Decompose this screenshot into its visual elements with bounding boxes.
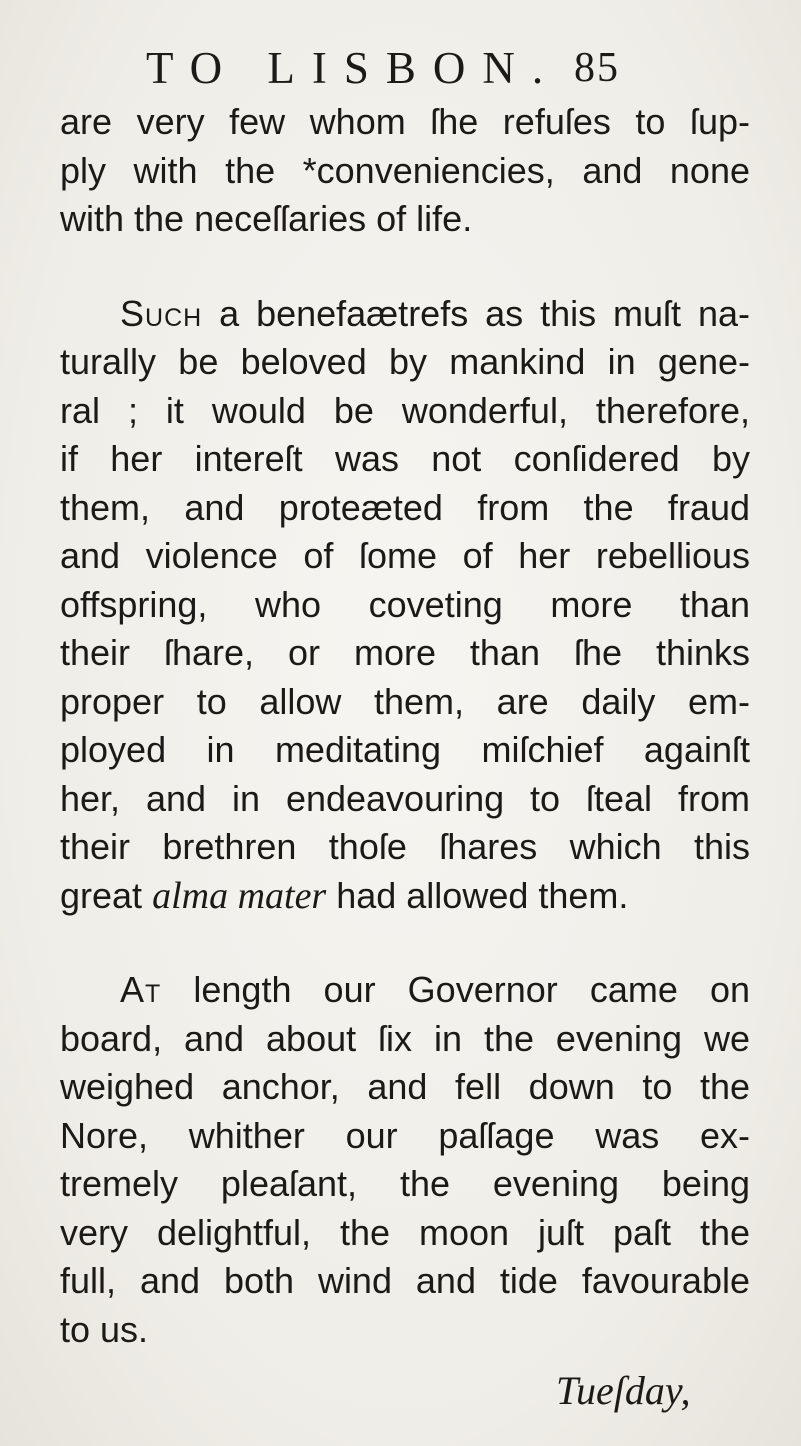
text-line-suffix: had allowed them. (326, 874, 629, 916)
text-line: them, and proteæted from the fraud (60, 486, 750, 528)
paragraph-gap (60, 244, 750, 290)
text-line: Nore, whither our paſſage was ex- (60, 1114, 750, 1156)
paragraph-3 (60, 966, 750, 1354)
text-line: ral ; it would be wonderful, therefore, (60, 389, 750, 431)
italic-phrase: alma mater (152, 874, 327, 917)
text-line (60, 290, 750, 339)
text-line: proper to allow them, are daily em- (60, 680, 750, 722)
paragraph-lead-word: At (120, 969, 162, 1010)
page-header (146, 38, 646, 98)
text-line: to us. (60, 1308, 149, 1350)
text-line: if her intereſt was not conſidered by (60, 438, 750, 479)
text-line (60, 872, 750, 921)
text-line: weighed anchor, and fell down to the (60, 1066, 750, 1107)
text-line (60, 966, 750, 1015)
text-line: their ſhare, or more than ſhe thinks (60, 632, 750, 673)
paragraph-2 (60, 290, 750, 921)
text-line: board, and about ſix in the evening we (60, 1017, 750, 1059)
text-line: very delightful, the moon juſt paſt the (60, 1211, 750, 1253)
text-line: tremely pleaſant, the evening being (60, 1163, 750, 1204)
page-number: 85 (574, 45, 620, 91)
text-line-content: length our Governor came on (161, 969, 750, 1010)
text-line: full, and both wind and tide favourable (60, 1260, 750, 1301)
text-line: their brethren thoſe ſhares which this (60, 826, 750, 867)
text-line: ply with the *conveniencies, and none (60, 149, 750, 191)
paragraph-lead-word: Such (120, 292, 203, 334)
catchword: Tueſday, (556, 1368, 691, 1413)
text-line: her, and in endeavouring to ſteal from (60, 777, 750, 819)
text-line: and violence of ſome of her rebellious (60, 535, 750, 576)
text-line-prefix: great (60, 874, 153, 916)
body-text (60, 98, 750, 1354)
paragraph-1 (60, 98, 750, 244)
text-line: ployed in meditating miſchief againſt (60, 729, 750, 770)
text-line: turally be beloved by mankind in gene- (60, 341, 750, 382)
text-line: offspring, who coveting more than (60, 583, 750, 625)
text-line: with the neceſſaries of life. (60, 198, 473, 239)
text-line: are very few whom ſhe refuſes to ſup- (60, 101, 750, 142)
running-head: TO LISBON. (146, 43, 561, 93)
text-line-content: a benefaætrefs as this muſt na- (202, 292, 750, 334)
paragraph-gap (60, 920, 750, 966)
